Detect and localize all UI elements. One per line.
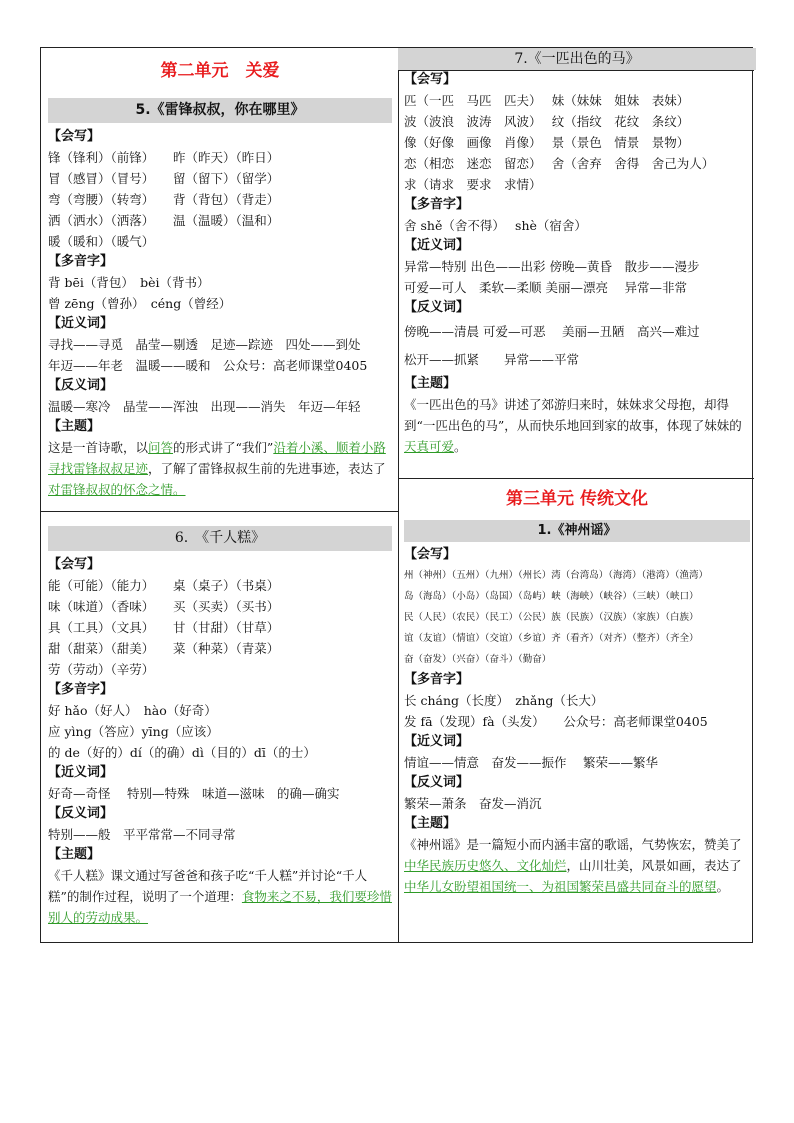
section-polyphone: 【多音字】 (48, 254, 114, 269)
section-write: 【会写】 (404, 547, 457, 562)
write-line: 劳（劳动）（辛劳） (48, 662, 155, 677)
lesson1-block (404, 484, 750, 897)
section-antonym: 【反义词】 (48, 806, 114, 821)
synonym-line: 可爱—可人 柔软—柔顺 美丽—漂亮 异常—非常 (404, 280, 687, 295)
polyphone-line: 的 de（好的）dí（的确）dì（目的）dī（的士） (48, 745, 316, 760)
right-row-divider (398, 478, 754, 479)
theme-highlight: 沿着小溪、顺着小路寻找雷锋叔叔足迹 (48, 440, 386, 476)
polyphone-line: 背 bēi（背包） bèi（背书） (48, 275, 210, 290)
lesson6-block (48, 526, 392, 928)
synonym-line: 寻找——寻觅 晶莹—剔透 足迹—踪迹 四处——到处 (48, 337, 361, 352)
section-write: 【会写】 (404, 72, 457, 87)
unit2-title: 第二单元 关爱 (160, 61, 280, 81)
theme-highlight: 中华儿女盼望祖国统一、为祖国繁荣昌盛共同奋斗的愿望 (404, 879, 717, 894)
section-synonym: 【近义词】 (48, 765, 114, 780)
left-row-divider (41, 511, 398, 512)
antonym-line: 温暖—寒冷 晶莹——浑浊 出现——消失 年迈—年轻 (48, 399, 361, 414)
polyphone-line: 发 fā（发现）fà（头发） 公众号：高老师课堂0405 (404, 714, 708, 729)
section-polyphone: 【多音字】 (404, 197, 470, 212)
lesson6-title: 6. 《千人糕》 (48, 526, 392, 551)
theme-highlight: 食物来之不易，我们要珍惜别人的劳动成果。 (48, 889, 392, 925)
theme-highlight: 天真可爱 (404, 439, 455, 454)
polyphone-line: 好 hǎo（好人） hào（好奇） (48, 703, 217, 718)
antonym-line: 特别——般 平平常常—不同寻常 (48, 827, 236, 842)
write-line: 暖（暖和）（暖气） (48, 234, 155, 249)
section-theme: 【主题】 (404, 376, 457, 391)
lesson1-title: 1.《神州谣》 (404, 520, 750, 542)
theme-paragraph: 《神州谣》是一篇短小而内涵丰富的歌谣，气势恢宏，赞美了中华民族历史悠久、文化灿烂，山川壮美，风景如画，表达了中华儿女盼望祖国统一、为祖国繁荣昌盛共同奋斗的愿望。 (404, 837, 742, 894)
theme-paragraph: 这是一首诗歌，以问答的形式讲了“我们”沿着小溪、顺着小路寻找雷锋叔叔足迹，了解了雷锋叔叔生前的先进事迹，表达了对雷锋叔叔的怀念之情。 (48, 440, 386, 497)
write-line: 锋（锋利）（前锋） 昨（昨天）（昨日） (48, 150, 280, 165)
antonym-line: 繁荣—萧条 奋发—消沉 (404, 796, 542, 811)
write-line: 味（味道）（香味） 买（买卖）（买书） (48, 599, 280, 614)
write-line: 弯（弯腰）（转弯） 背（背包）（背走） (48, 192, 280, 207)
write-line: 能（可能）（能力） 桌（桌子）（书桌） (48, 578, 280, 593)
write-line: 州（神州）（五州）（九州）（州长）湾（台湾岛）（海湾）（港湾）（渔湾） (404, 570, 709, 581)
polyphone-line: 长 cháng（长度） zhǎng（长大） (404, 693, 604, 708)
synonym-line: 年迈——年老 温暖——暖和 公众号：高老师课堂0405 (48, 358, 368, 373)
section-polyphone: 【多音字】 (404, 672, 470, 687)
synonym-line: 好奇—奇怪 特别—特殊 味道—滋味 的确—确实 (48, 786, 340, 801)
lesson5-block (48, 56, 392, 500)
synonym-line: 异常—特别 出色——出彩 傍晚—黄昏 散步——漫步 (404, 259, 700, 274)
section-theme: 【主题】 (48, 847, 101, 862)
write-line: 恋（相恋 迷恋 留恋） 舍（舍弃 舍得 舍己为人） (404, 156, 715, 171)
write-line: 像（好像 画像 肖像） 景（景色 情景 景物） (404, 135, 690, 150)
write-line: 奋（奋发）（兴奋）（奋斗）（勤奋） (404, 654, 552, 665)
section-write: 【会写】 (48, 129, 101, 144)
unit3-title: 第三单元 传统文化 (506, 489, 648, 509)
section-synonym: 【近义词】 (404, 734, 470, 749)
polyphone-line: 曾 zēng（曾孙） céng（曾经） (48, 296, 232, 311)
synonym-line: 情谊——情意 奋发——振作 繁荣——繁华 (404, 755, 658, 770)
polyphone-line: 舍 shě（舍不得） shè（宿舍） (404, 218, 587, 233)
section-synonym: 【近义词】 (404, 238, 470, 253)
lesson7-block (404, 48, 750, 457)
lesson5-title: 5.《雷锋叔叔，你在哪里》 (48, 98, 392, 123)
write-line: 冒（感冒）（冒号） 留（留下）（留学） (48, 171, 280, 186)
write-line: 求（请求 要求 求情） (404, 177, 542, 192)
polyphone-line: 应 yìng（答应）yīng（应该） (48, 724, 219, 739)
write-line: 甜（甜菜）（甜美） 菜（种菜）（青菜） (48, 641, 280, 656)
antonym-line: 松开——抓紧 异常——平常 (404, 352, 580, 367)
theme-paragraph: 《一匹出色的马》讲述了郊游归来时，妹妹求父母抱，却得到“一匹出色的马”，从而快乐地回到家的故事，体现了妹妹的天真可爱。 (404, 397, 742, 454)
write-line: 谊（友谊）（情谊）（交谊）（乡谊）齐（看齐）（对齐）（整齐）（齐全） (404, 633, 699, 644)
content-frame (40, 47, 753, 943)
section-polyphone: 【多音字】 (48, 682, 114, 697)
antonym-line: 傍晚——清晨 可爱—可恶 美丽—丑陋 高兴—难过 (404, 324, 700, 339)
section-theme: 【主题】 (404, 816, 457, 831)
section-write: 【会写】 (48, 557, 101, 572)
write-line: 波（波浪 波涛 风波） 纹（指纹 花纹 条纹） (404, 114, 690, 129)
section-antonym: 【反义词】 (404, 300, 470, 315)
write-line: 岛（海岛）（小岛）（岛国）（岛屿）峡（海峡）（峡谷）（三峡）（峡口） (404, 591, 699, 602)
theme-highlight: 中华民族历史悠久、文化灿烂 (404, 858, 567, 873)
section-antonym: 【反义词】 (404, 775, 470, 790)
theme-highlight: 问答 (148, 440, 174, 455)
section-theme: 【主题】 (48, 419, 101, 434)
section-synonym: 【近义词】 (48, 316, 114, 331)
section-antonym: 【反义词】 (48, 378, 114, 393)
theme-paragraph: 《千人糕》课文通过写爸爸和孩子吃“千人糕”并讨论“千人糕”的制作过程，说明了一个道理：食物来之不易，我们要珍惜别人的劳动成果。 (48, 868, 392, 925)
write-line: 民（人民）（农民）（民工）（公民）族（民族）（汉族）（家族）（白族） (404, 612, 699, 623)
lesson7-title: 7.《一匹出色的马》 (398, 48, 756, 70)
column-divider (398, 48, 399, 942)
write-line: 匹（一匹 马匹 匹夫） 妹（妹妹 姐妹 表妹） (404, 93, 690, 108)
write-line: 具（工具）（文具） 甘（甘甜）（甘草） (48, 620, 280, 635)
write-line: 洒（洒水）（洒落） 温（温暖）（温和） (48, 213, 280, 228)
theme-highlight: 对雷锋叔叔的怀念之情。 (48, 482, 186, 497)
